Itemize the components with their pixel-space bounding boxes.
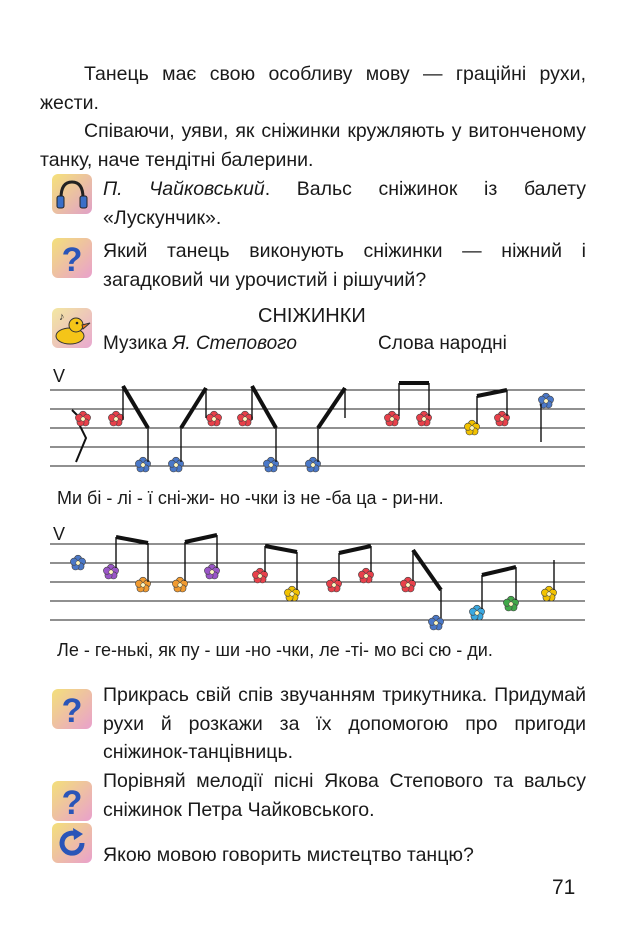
lyrics-line-2: Ле - ге-нькі, як пу - ши -но -чки, ле -ті- мо всі сю - ди. [57, 640, 493, 660]
svg-text:?: ? [61, 692, 83, 729]
note-stem [116, 537, 148, 543]
note-flower [75, 411, 90, 426]
music-staff-2 [0, 530, 638, 640]
note-stem [252, 386, 276, 428]
words-credit: Слова народні [378, 333, 507, 354]
question-1-text: Який танець виконують сніжинки — ніжний і загадковий чи урочистий і рішучий? [103, 240, 586, 291]
question-icon [52, 238, 92, 278]
svg-text:♪: ♪ [59, 311, 65, 323]
page-number: 71 [552, 876, 576, 899]
music-prefix: Музика [103, 333, 173, 354]
note-flower [237, 411, 252, 426]
note-stem [477, 390, 507, 396]
note-stem [123, 386, 148, 428]
music-staff-1 [0, 370, 638, 490]
lyrics-line-1: Ми бі - лі - ї сні-жи- но -чки із не -ба ца - ри-ни. [57, 488, 444, 508]
svg-text:?: ? [61, 784, 83, 821]
headphones-icon [52, 174, 92, 214]
song-title: СНІЖИНКИ [258, 305, 366, 327]
svg-text:?: ? [61, 241, 83, 278]
music-credit [103, 333, 297, 355]
note-stem [413, 550, 441, 590]
question-icon [52, 689, 92, 729]
note-stem [185, 535, 217, 542]
repeat-icon [52, 823, 92, 863]
note-flower [70, 555, 85, 570]
intro-paragraph-1: Танець має свою особливу мову — граційні рухи, жести. [40, 63, 586, 114]
task-1-text: Прикрась свій спів звучанням трикутника. Придумай рухи й розкажи за їх допомогою про пригоди сніжинок-танцівниць. [103, 684, 586, 763]
staff-lines [50, 535, 585, 630]
task-3-text: Якою мовою говорить мистецтво танцю? [103, 844, 474, 866]
task-2-text: Порівняй мелодії пісні Якова Степового та вальсу сніжинок Петра Чайковського. [103, 770, 586, 821]
breath-mark: V [53, 524, 66, 544]
question-icon [52, 781, 92, 821]
note-stem [181, 388, 206, 428]
listen-text [103, 175, 586, 232]
note-flower [384, 411, 399, 426]
music-author: Я. Степового [172, 333, 297, 354]
note-flower [206, 411, 221, 426]
intro-paragraph-2: Співаючи, уяви, як сніжинки кружляють у витонченому танку, наче тендітні балерини. [40, 120, 586, 171]
note-stem [339, 546, 371, 553]
note-stem [265, 546, 297, 552]
note-stem [482, 567, 516, 575]
staff-lines [50, 383, 585, 472]
duck-singing-icon [52, 308, 92, 348]
note-flower [108, 411, 123, 426]
breath-mark: V [53, 366, 66, 386]
note-stem [318, 388, 345, 428]
listen-title: . Вальс сніжинок із балету «Лускунчик». [103, 178, 586, 229]
composer-name: П. Чайковський [103, 178, 265, 200]
